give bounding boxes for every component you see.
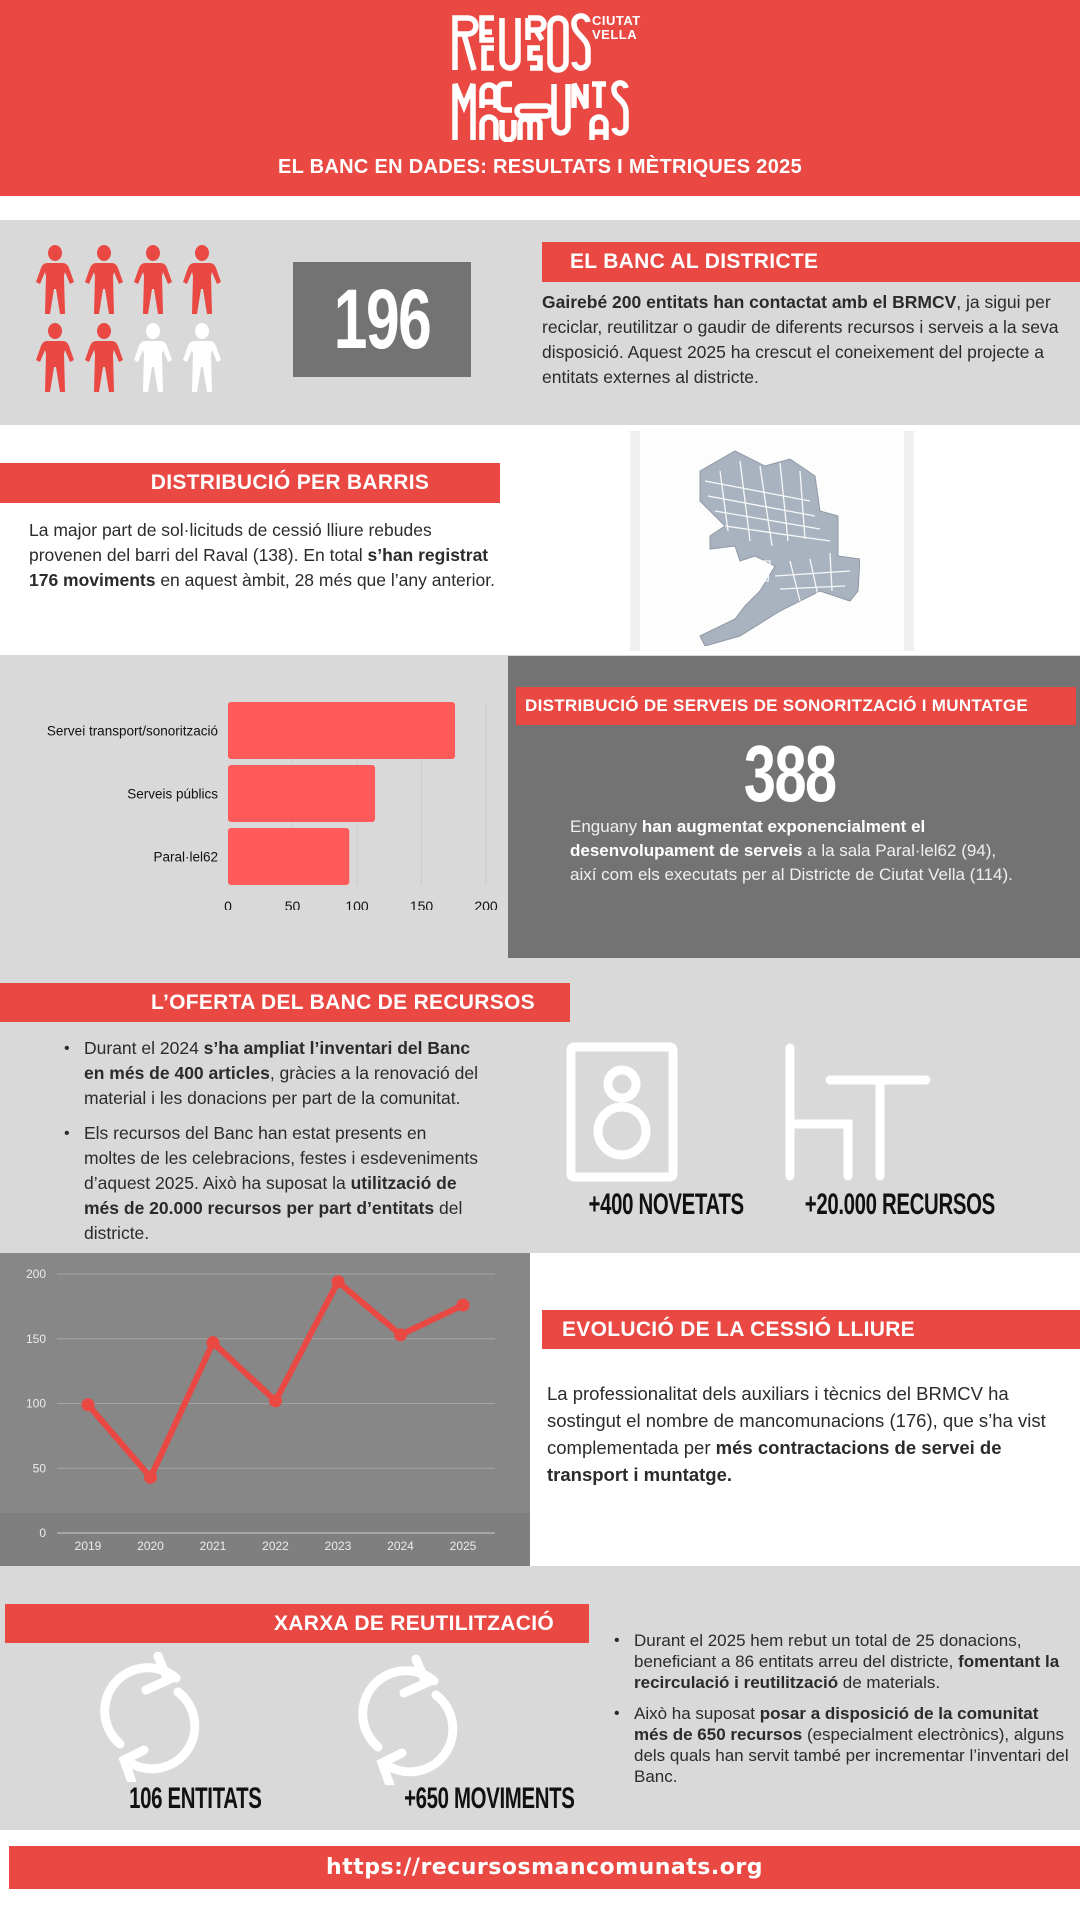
xarxa-bullet [612, 1703, 1072, 1787]
person-icon [134, 245, 172, 314]
oferta-bullet [62, 1121, 482, 1246]
cessio-line-chart [0, 1253, 530, 1566]
line-y-tick: 0 [39, 1526, 46, 1540]
line-point [207, 1336, 220, 1349]
line-point [82, 1398, 95, 1411]
person-icon [36, 245, 74, 314]
moviments-stat-label: +650 MOVIMENTS [404, 1782, 575, 1815]
logo-tag [592, 14, 641, 42]
xarxa-bullets [612, 1630, 1072, 1797]
evolucio-heading [542, 1310, 1080, 1349]
serveis-heading-text: DISTRIBUCIÓ DE SERVEIS DE SONORITZACIÓ I MUNTATGE [525, 696, 1029, 715]
bar [228, 702, 455, 759]
xarxa-bullet-1-b: de materials. [838, 1673, 941, 1692]
recursos-stat [760, 1188, 1020, 1222]
serveis-text-b: a la sala Paral·lel62 (94), així com els executats per al Districte de Ciutat Vella (114). [570, 841, 1013, 884]
person-icon [85, 323, 123, 392]
line-y-tick: 150 [25, 1331, 46, 1346]
entities-stat-box [293, 262, 471, 377]
person-icon [183, 323, 221, 392]
line-x-tick: 2024 [387, 1539, 414, 1553]
logo-tag-line-2: VELLA [592, 27, 638, 42]
xarxa-heading-text: XARXA DE REUTILITZACIÓ [274, 1611, 554, 1635]
line-point [269, 1394, 282, 1407]
line-x-tick: 2019 [74, 1539, 102, 1553]
evolucio-text-bold: més contractacions de servei de transport i muntatge. [547, 1437, 1002, 1485]
barris-text-b: en aquest àmbit, 28 més que l’any anterior. [155, 570, 495, 590]
bar-x-tick: 50 [284, 898, 301, 910]
page-subtitle: EL BANC EN DADES: RESULTATS I MÈTRIQUES 2025 [277, 156, 802, 178]
services-stat [690, 728, 890, 818]
line-point [332, 1275, 345, 1288]
bar-x-tick: 0 [224, 898, 232, 910]
district-map-frame [630, 431, 914, 651]
bar-x-tick: 150 [409, 898, 434, 910]
speaker-icon [566, 1042, 678, 1182]
recycle-icon [98, 1652, 218, 1782]
xarxa-bullet-1-a: Durant el 2025 hem rebut un total de 25 donacions, beneficiant a 86 entitats arreu del districte, [634, 1631, 1022, 1671]
evolucio-text-a: La professionalitat dels auxiliars i tècnics del BRMCV ha sostingut el nombre de mancomunacions (176), que s’ha vist complementada per [547, 1383, 1046, 1458]
line-point [394, 1328, 407, 1341]
line-series [88, 1282, 463, 1478]
barris-heading [0, 463, 500, 503]
oferta-bullet [62, 1036, 482, 1111]
district-heading-text: EL BANC AL DISTRICTE [570, 250, 819, 273]
barris-text-a: La major part de sol·licituds de cessió lliure rebudes provenen del barri del Raval (138). En total [29, 520, 432, 565]
entitats-stat [98, 1782, 298, 1816]
services-stat-value: 388 [744, 729, 836, 818]
serveis-text-a: Enguany [570, 817, 642, 836]
person-icon [85, 245, 123, 314]
bar-category-label: Paral·lel62 [153, 849, 218, 865]
line-y-tick: 200 [25, 1267, 46, 1281]
line-y-tick: 100 [25, 1396, 46, 1411]
oferta-bullet-2-b: del districte. [84, 1198, 463, 1243]
novetats-stat-label: +400 NOVETATS [588, 1188, 744, 1221]
oferta-bullet-2-a: Els recursos del Banc han estat presents en moltes de les celebracions, festes i esdeveniments d’aquest 2025. Això ha suposat la [84, 1123, 478, 1193]
person-icon [183, 245, 221, 314]
line-point [457, 1299, 470, 1312]
person-icon [36, 323, 74, 392]
serveis-text [570, 815, 1020, 887]
bar [228, 828, 349, 885]
evolucio-heading-text: EVOLUCIÓ DE LA CESSIÓ LLIURE [562, 1317, 915, 1341]
logo-tag-line-1: CIUTAT [592, 13, 641, 28]
barris-heading-text: DISTRIBUCIÓ PER BARRIS [150, 471, 430, 494]
oferta-bullet-1-bold: s’ha ampliat l’inventari del Banc en més de 400 articles [84, 1038, 471, 1083]
district-map-image [680, 441, 860, 646]
entities-stat-value: 196 [333, 272, 431, 366]
novetats-stat [552, 1188, 752, 1222]
person-icon [134, 323, 172, 392]
xarxa-bullet-2-a: Això ha suposat [634, 1704, 760, 1723]
district-heading [542, 242, 1080, 282]
xarxa-bullet-1-bold: fomentant la recirculació i reutilització [634, 1652, 1060, 1692]
barris-text-bold: s’han registrat 176 moviments [29, 545, 489, 590]
line-y-tick: 50 [32, 1461, 46, 1476]
line-x-tick: 2022 [262, 1539, 289, 1553]
recycle-icon [356, 1655, 476, 1785]
oferta-heading-text: L’OFERTA DEL BANC DE RECURSOS [150, 990, 535, 1014]
serveis-text-bold: han augmentat exponencialment el desenvolupament de serveis [570, 817, 926, 860]
entitats-stat-label: 106 ENTITATS [129, 1782, 262, 1815]
people-icons [36, 244, 236, 400]
district-text-bold: Gairebé 200 entitats han contactat amb el BRMCV [542, 292, 957, 312]
xarxa-bullet [612, 1630, 1072, 1693]
line-x-tick: 2020 [137, 1539, 164, 1553]
barris-text [29, 518, 509, 593]
line-x-tick: 2025 [449, 1539, 477, 1553]
xarxa-bullet-2-bold: posar a disposició de la comunitat més de 650 recursos [634, 1704, 1039, 1744]
services-bar-chart [0, 680, 510, 910]
line-x-tick: 2023 [324, 1539, 352, 1553]
moviments-stat [364, 1782, 624, 1816]
district-text [542, 290, 1072, 390]
oferta-bullet-1-b: , gràcies a la renovació del material i les donacions per part de la comunitat. [84, 1063, 478, 1108]
serveis-heading [516, 687, 1076, 725]
district-text-rest: , ja sigui per reciclar, reutilitzar o gaudir de diferents recursos i serveis a la seva disposició. Aquest 2025 ha crescut el coneixement del projecte a entitats externes al districte. [542, 292, 1059, 387]
evolucio-text [547, 1380, 1072, 1488]
recursos-stat-label: +20.000 RECURSOS [804, 1188, 995, 1221]
bar [228, 765, 375, 822]
line-point [144, 1471, 157, 1484]
footer-url-link[interactable]: https://recursosmancomunats.org [326, 1855, 763, 1880]
chair-table-icon [782, 1042, 932, 1182]
oferta-bullet-2-bold: utilització de més de 20.000 recursos per part d’entitats [84, 1173, 457, 1218]
footer-bar [9, 1846, 1080, 1889]
oferta-bullets [62, 1036, 482, 1256]
bar-category-label: Servei transport/sonorització [46, 723, 218, 739]
xarxa-bullet-2-b: (especialment electrònics), alguns dels quals han servit també per incrementar l’inventari del Banc. [634, 1725, 1069, 1786]
bar-category-label: Serveis públics [127, 786, 218, 802]
oferta-heading [0, 983, 570, 1022]
bar-x-tick: 200 [474, 898, 498, 910]
xarxa-heading [5, 1604, 589, 1643]
bar-x-tick: 100 [345, 898, 369, 910]
line-x-tick: 2021 [199, 1539, 227, 1553]
oferta-bullet-1-a: Durant el 2024 [84, 1038, 204, 1058]
